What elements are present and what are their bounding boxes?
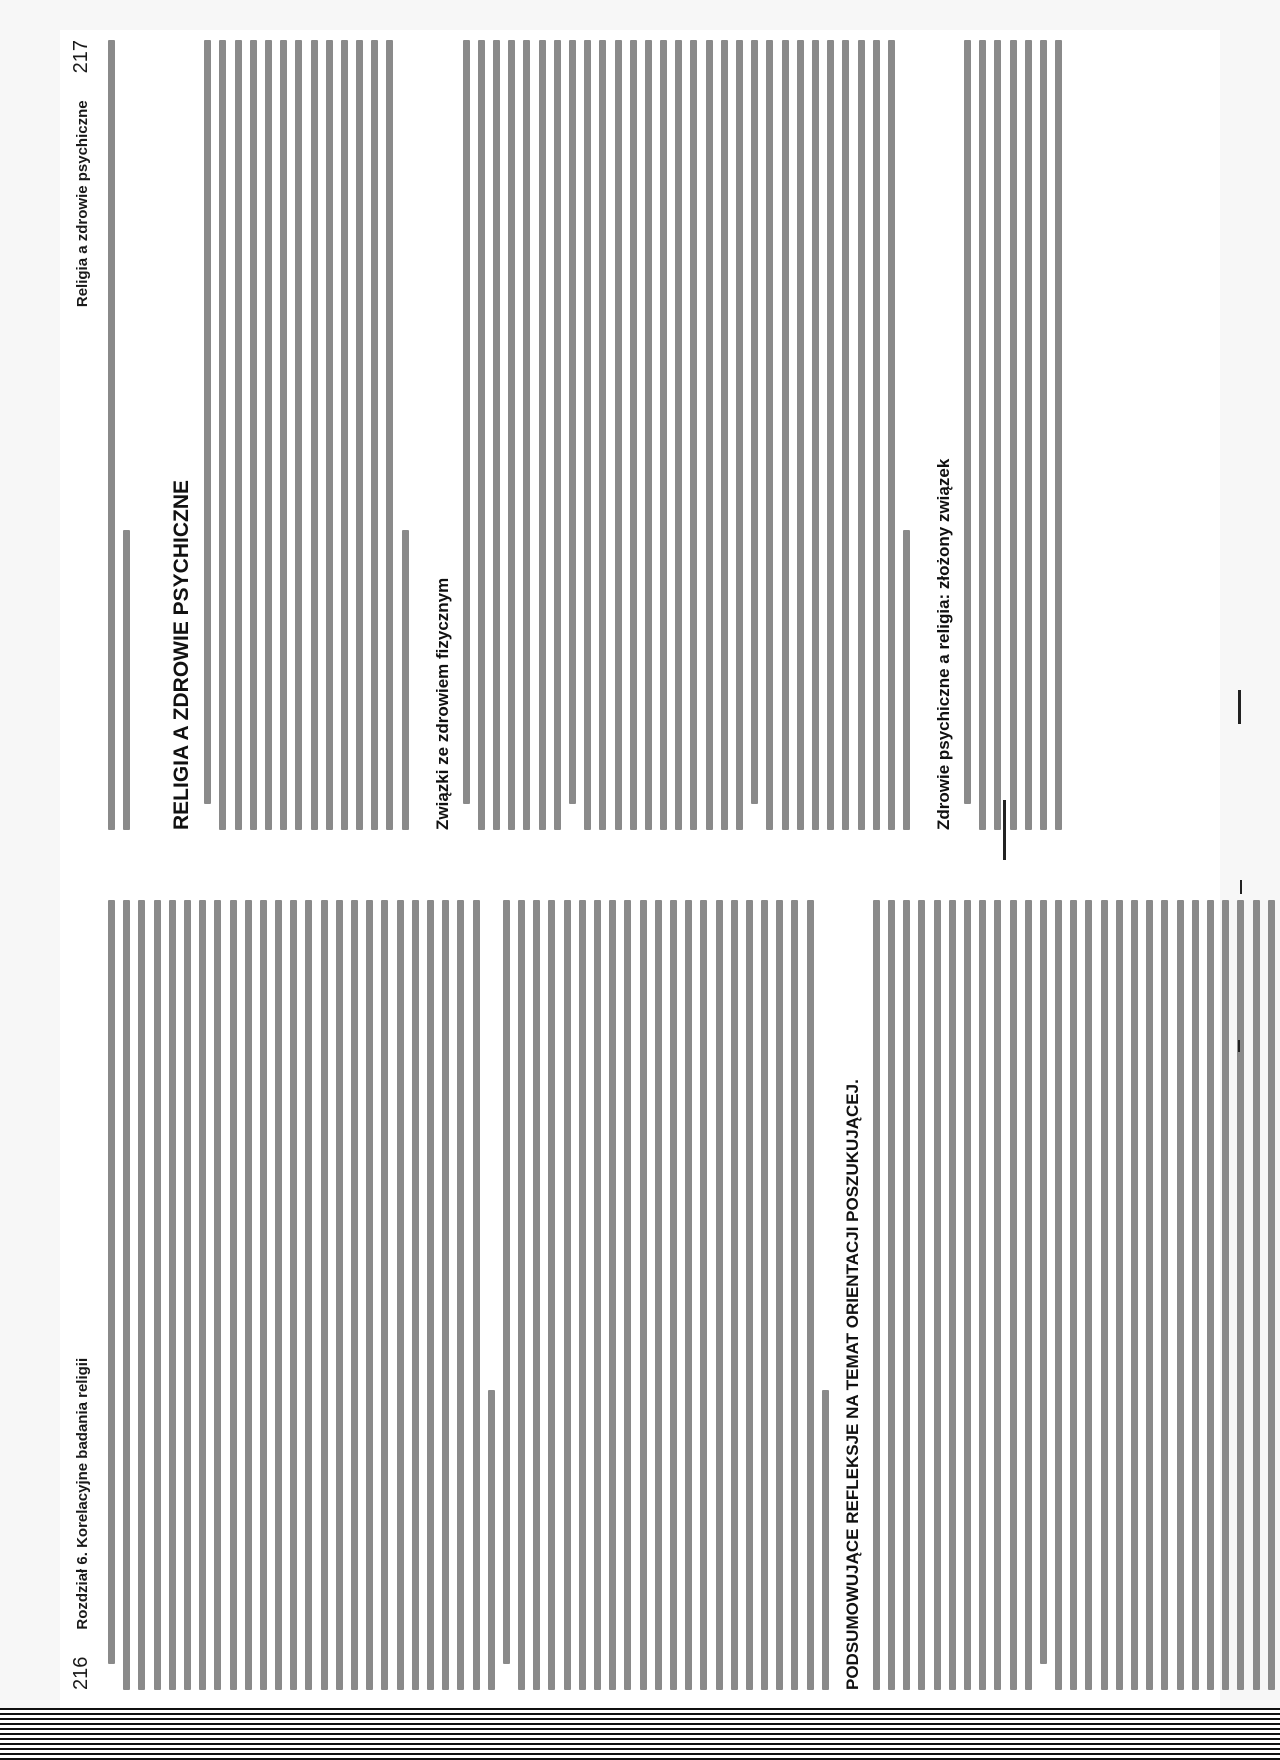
text-line <box>1253 900 1260 1690</box>
text-line <box>523 40 530 830</box>
text-line <box>994 900 1001 1690</box>
text-line <box>265 40 272 830</box>
text-line <box>979 900 986 1690</box>
text-line <box>903 530 910 830</box>
text-line <box>386 40 393 830</box>
text-line <box>949 900 956 1690</box>
text-line <box>199 900 206 1690</box>
text-line <box>564 900 571 1690</box>
text-line <box>295 40 302 830</box>
text-line <box>791 900 798 1690</box>
left-page <box>60 900 1220 1690</box>
text-line <box>219 40 226 830</box>
text-line <box>518 900 525 1690</box>
text-line <box>351 900 358 1690</box>
text-line <box>685 900 692 1690</box>
text-line <box>397 900 404 1690</box>
text-line <box>539 40 546 830</box>
text-line <box>660 40 667 830</box>
text-line <box>746 900 753 1690</box>
text-line <box>640 900 647 1690</box>
text-line <box>381 900 388 1690</box>
text-line <box>1025 900 1032 1690</box>
right-page <box>60 40 1220 830</box>
left-body-text <box>108 900 1280 1690</box>
subheading-physical-health: Związki ze zdrowiem fizycznym <box>432 577 452 830</box>
text-line <box>412 900 419 1690</box>
text-line <box>782 40 789 830</box>
text-line <box>1207 900 1214 1690</box>
text-line <box>1010 900 1017 1690</box>
text-line <box>427 900 434 1690</box>
text-line <box>1055 40 1062 830</box>
text-line <box>675 40 682 830</box>
text-line <box>716 900 723 1690</box>
text-line <box>250 40 257 830</box>
text-line <box>1010 40 1017 830</box>
text-line <box>964 40 971 804</box>
text-line <box>807 900 814 1690</box>
text-line <box>108 900 115 1664</box>
text-line <box>842 40 849 830</box>
text-line <box>934 900 941 1690</box>
text-line <box>761 900 768 1690</box>
text-line <box>356 40 363 830</box>
text-line <box>1131 900 1138 1690</box>
text-line <box>457 900 464 1690</box>
scan-artifact-mark <box>1238 1040 1240 1052</box>
text-line <box>311 40 318 830</box>
text-line <box>731 900 738 1690</box>
text-line <box>366 900 373 1690</box>
text-line <box>493 40 500 830</box>
text-line <box>554 40 561 830</box>
text-line <box>873 900 880 1690</box>
text-line <box>321 900 328 1690</box>
text-line <box>326 40 333 830</box>
section-heading-religion-mental-health: RELIGIA A ZDROWIE PSYCHICZNE <box>170 479 194 830</box>
scan-artifact-mark <box>1238 690 1241 724</box>
text-line <box>402 530 409 830</box>
text-line <box>235 40 242 830</box>
text-line <box>503 900 510 1664</box>
text-line <box>888 40 895 830</box>
text-line <box>776 900 783 1690</box>
right-page-number: 217 <box>70 40 92 74</box>
text-line <box>463 40 470 804</box>
text-line <box>478 40 485 830</box>
text-line <box>548 900 555 1690</box>
text-line <box>1055 900 1062 1690</box>
text-line <box>123 530 130 830</box>
text-line <box>1146 900 1153 1690</box>
text-line <box>1040 900 1047 1664</box>
text-line <box>275 900 282 1690</box>
text-line <box>214 900 221 1690</box>
text-line <box>888 900 895 1690</box>
text-line <box>797 40 804 830</box>
text-line <box>700 900 707 1690</box>
text-line <box>1101 900 1108 1690</box>
text-line <box>630 40 637 830</box>
text-line <box>858 40 865 830</box>
text-line <box>1040 40 1047 830</box>
text-line <box>690 40 697 830</box>
text-line <box>1161 900 1168 1690</box>
left-section-heading: PODSUMOWUJĄCE REFLEKSJE NA TEMAT ORIENTACJI POSZUKUJĄCEJ. <box>842 1079 862 1690</box>
text-line <box>442 900 449 1690</box>
text-line <box>154 900 161 1690</box>
text-line <box>645 40 652 830</box>
subheading-mental-health: Zdrowie psychiczne a religia: złożony związek <box>934 458 954 830</box>
text-line <box>1085 900 1092 1690</box>
text-line <box>624 900 631 1690</box>
text-line <box>1177 900 1184 1690</box>
text-line <box>260 900 267 1690</box>
text-line <box>488 1390 495 1690</box>
text-line <box>1192 900 1199 1690</box>
left-running-title: Rozdział 6. Korelacyjne badania religii <box>74 1357 91 1630</box>
text-line <box>204 40 211 804</box>
text-line <box>508 40 515 830</box>
text-line <box>979 40 986 830</box>
right-running-title: Religia a zdrowie psychiczne <box>74 100 91 308</box>
text-line <box>599 40 606 830</box>
text-line <box>108 40 115 830</box>
text-line <box>584 40 591 830</box>
text-line <box>994 40 1001 830</box>
text-line <box>280 40 287 830</box>
text-line <box>184 900 191 1690</box>
text-line <box>822 1390 829 1690</box>
text-line <box>766 40 773 830</box>
scan-artifact-mark <box>1240 880 1242 894</box>
text-line <box>579 900 586 1690</box>
text-line <box>1070 900 1077 1690</box>
left-page-number: 216 <box>70 1656 92 1690</box>
text-line <box>245 900 252 1690</box>
text-line <box>751 40 758 804</box>
text-line <box>615 40 622 830</box>
text-line <box>1237 900 1244 1690</box>
text-line <box>533 900 540 1690</box>
text-line <box>138 900 145 1690</box>
text-line <box>1268 900 1275 1690</box>
text-line <box>670 900 677 1690</box>
text-line <box>230 900 237 1690</box>
text-line <box>609 900 616 1690</box>
right-body-text <box>108 40 1070 830</box>
scanner-edge-stripes <box>0 1708 1280 1760</box>
text-line <box>873 40 880 830</box>
text-line <box>706 40 713 830</box>
text-line <box>655 900 662 1690</box>
rotated-spread <box>60 30 1220 1710</box>
text-line <box>290 900 297 1690</box>
text-line <box>473 900 480 1690</box>
text-line <box>371 40 378 830</box>
text-line <box>341 40 348 830</box>
text-line <box>594 900 601 1690</box>
text-line <box>336 900 343 1690</box>
text-line <box>918 900 925 1690</box>
text-line <box>827 40 834 830</box>
text-line <box>721 40 728 830</box>
text-line <box>569 40 576 804</box>
text-line <box>123 900 130 1690</box>
right-running-head <box>70 40 100 830</box>
left-running-head <box>70 900 100 1690</box>
scan-artifact-mark <box>1003 800 1006 860</box>
text-line <box>964 900 971 1690</box>
text-line <box>812 40 819 830</box>
text-line <box>305 900 312 1690</box>
text-line <box>736 40 743 830</box>
text-line <box>169 900 176 1690</box>
text-line <box>1116 900 1123 1690</box>
text-line <box>903 900 910 1690</box>
text-line <box>1222 900 1229 1690</box>
text-line <box>1025 40 1032 830</box>
